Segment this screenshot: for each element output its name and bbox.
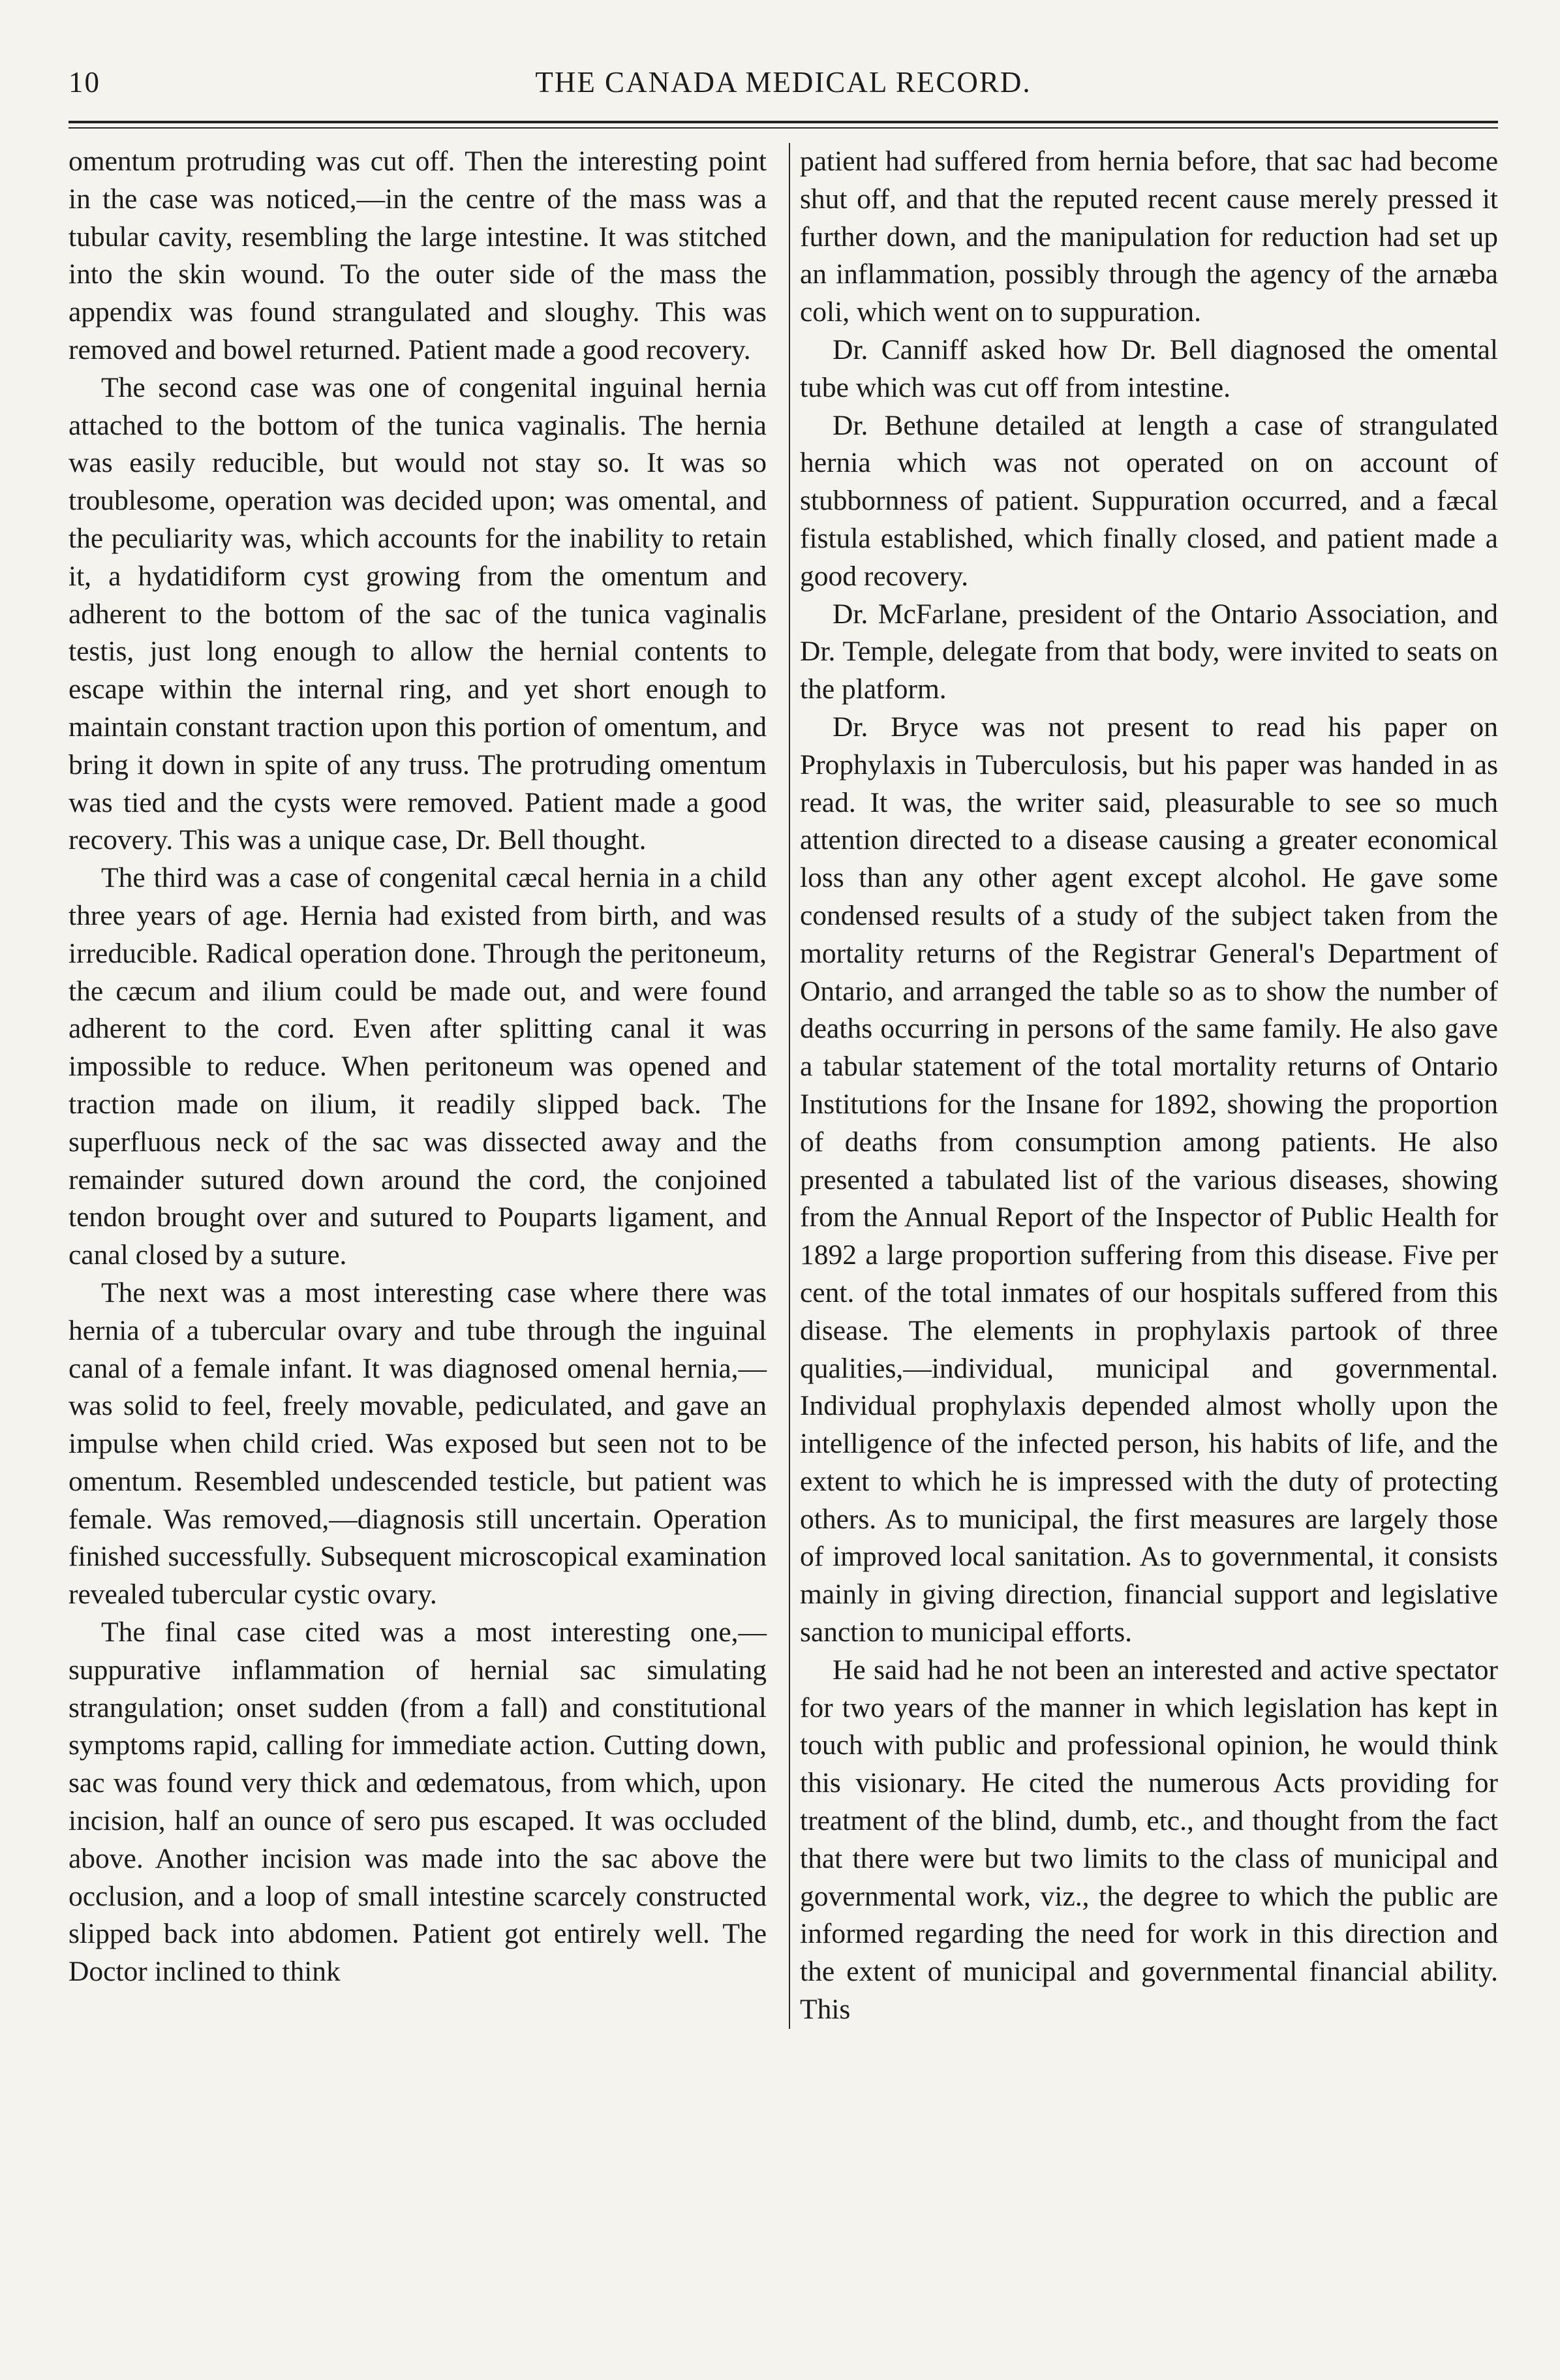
header-rule [69, 121, 1498, 123]
page-number: 10 [69, 66, 100, 99]
right-column [800, 143, 1498, 2029]
header-rule-thin [69, 127, 1498, 129]
text-columns [69, 143, 1498, 2029]
left-column [69, 143, 790, 2029]
paragraph: He said had he not been an interested and active spectator for two years of the manner in which legislation has kept in touch with public and professional opinion, he would think this visionary. He cited the numerous Acts providing for treatment of the blind, dumb, etc., and thought from the fact that there were but two limits to the class of municipal and governmental work, viz., the degree to which the public are informed regarding the need for work in this direction and the extent of municipal and governmental financial ability. This [800, 1654, 1498, 2026]
running-title: THE CANADA MEDICAL RECORD. [535, 66, 1032, 99]
paragraph: Dr. Bethune detailed at length a case of strangulated hernia which was not operated on on account of stubbornness of patient. Suppuration occurred, and a fæcal fistula established, which finally closed, and patient made a good recovery. [800, 409, 1498, 592]
paragraph: The next was a most interesting case where there was hernia of a tubercular ovary and tube through the inguinal canal of a female infant. It was diagnosed omenal hernia,—was solid to feel, freely movable, pediculated, and gave an impulse when child cried. Was exposed but seen not to be omentum. Resembled undescended testicle, but patient was female. Was removed,—diagnosis still uncertain. Operation finished successfully. Subsequent microscopical examination revealed tubercular cystic ovary. [69, 1276, 767, 1611]
paragraph: omentum protruding was cut off. Then the interesting point in the case was noticed,—in the centre of the mass was a tubular cavity, resembling the large intestine. It was stitched into the skin wound. To the outer side of the mass the appendix was found strangulated and sloughy. This was removed and bowel returned. Patient made a good recovery. [69, 146, 767, 365]
paragraph: patient had suffered from hernia before, that sac had become shut off, and that the reputed recent cause merely pressed it further down, and the manipulation for reduction had set up an inflammation, possibly through the agency of the arnæba coli, which went on to suppuration. [800, 146, 1498, 328]
paragraph: The second case was one of congenital inguinal hernia attached to the bottom of the tunica vaginalis. The hernia was easily reducible, but would not stay so. It was so troublesome, operation was decided upon; was omental, and the peculiarity was, which accounts for the inability to retain it, a hydatidiform cyst growing from the omentum and adherent to the bottom of the sac of the tunica vaginalis testis, just long enough to allow the hernial contents to escape within the internal ring, and yet short enough to maintain constant traction upon this portion of omentum, and bring it down in spite of any truss. The protruding omentum was tied and the cysts were removed. Patient made a good recovery. This was a unique case, Dr. Bell thought. [69, 371, 767, 856]
paragraph: Dr. Canniff asked how Dr. Bell diagnosed the omental tube which was cut off from intestine. [800, 333, 1498, 403]
running-header [69, 59, 1498, 108]
paragraph: The third was a case of congenital cæcal hernia in a child three years of age. Hernia had existed from birth, and was irreducible. Radical operation done. Through the peritoneum, the cæcum and ilium could be made out, and were found adherent to the cord. Even after splitting canal it was impossible to reduce. When peritoneum was opened and traction made on ilium, it readily slipped back. The superfluous neck of the sac was dissected away and the remainder sutured down around the cord, the conjoined tendon brought over and sutured to Pouparts ligament, and canal closed by a suture. [69, 862, 767, 1271]
paragraph: Dr. Bryce was not present to read his paper on Prophylaxis in Tuberculosis, but his paper was handed in as read. It was, the writer said, pleasurable to see so much attention directed to a disease causing a greater economical loss than any other agent except alcohol. He gave some condensed results of a study of the subject taken from the mortality returns of the Registrar General's Department of Ontario, and arranged the table so as to show the number of deaths occurring in persons of the same family. He also gave a tabular statement of the total mortality returns of Ontario Institutions for the Insane for 1892, showing the proportion of deaths from consumption among patients. He also presented a tabulated list of the various diseases, showing from the Annual Report of the Inspector of Public Health for 1892 a large proportion suffering from this disease. Five per cent. of the total inmates of our hospitals suffered from this disease. The elements in prophylaxis partook of three qualities,—individual, municipal and governmental. Individual prophylaxis depended almost wholly upon the intelligence of the infected person, his habits of life, and the extent to which he is impressed with the duty of protecting others. As to municipal, the first measures are largely those of improved local sanitation. As to governmental, it consists mainly in giving direction, financial support and legislative sanction to municipal efforts. [800, 711, 1498, 1648]
paragraph: The final case cited was a most interesting one,—suppurative inflammation of hernial sac simulating strangulation; onset sudden (from a fall) and constitutional symptoms rapid, calling for immediate action. Cutting down, sac was found very thick and œdematous, from which, upon incision, half an ounce of sero pus escaped. It was occluded above. Another incision was made into the sac above the occlusion, and a loop of small intestine scarcely constructed slipped back into abdomen. Patient got entirely well. The Doctor inclined to think [69, 1616, 767, 1988]
paragraph: Dr. McFarlane, president of the Ontario Association, and Dr. Temple, delegate from that body, were invited to seats on the platform. [800, 598, 1498, 705]
